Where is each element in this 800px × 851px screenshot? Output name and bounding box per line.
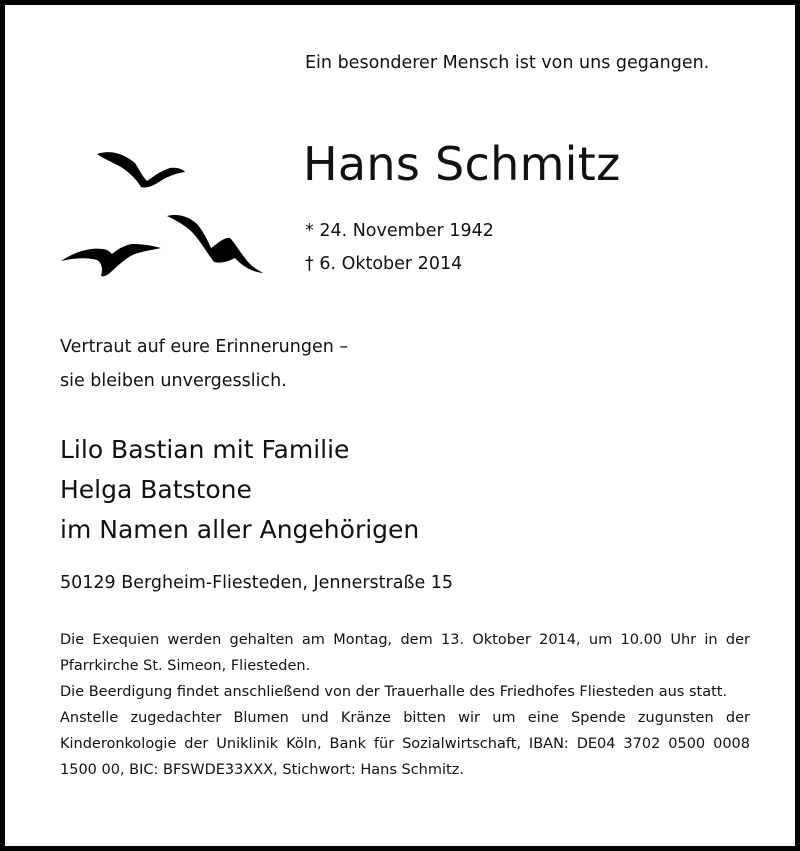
mourner-line: Helga Batstone [60,475,252,504]
bird-right [167,215,263,273]
funeral-mass-text: Die Exequien werden gehalten am Montag, dem 13. Oktober 2014, um 10.00 Uhr in der Pfarrkirche St. Simeon, Fliesteden. [60,632,750,674]
flying-birds-icon [57,143,267,283]
family-address: 50129 Bergheim-Fliesteden, Jennerstraße 15 [60,573,454,593]
intro-line: Ein besonderer Mensch ist von uns gegangen. [305,53,710,73]
mourner-line: Lilo Bastian mit Familie [60,435,350,464]
deceased-name: Hans Schmitz [303,137,621,191]
quote-line-2: sie bleiben unvergesslich. [60,371,287,391]
burial-text: Die Beerdigung findet anschließend von der Trauerhalle des Friedhofes Fliesteden aus statt. [60,684,728,700]
quote-line-1: Vertraut auf eure Erinnerungen – [60,337,349,357]
bird-bottom-left [61,244,161,276]
donation-text: Anstelle zugedachter Blumen und Kränze bitten wir um eine Spende zugunsten der Kinderonkologie der Uniklinik Köln, Bank für Sozialwirtschaft, IBAN: DE04 3702 0500 0008 1500 00, BIC: BFSWDE33XXX, Stichwort: Hans Schmitz. [60,710,750,778]
birth-date: * 24. November 1942 [305,221,494,241]
mourner-line: im Namen aller Angehörigen [60,515,420,544]
bird-top-left [97,152,185,187]
death-date: † 6. Oktober 2014 [305,254,463,274]
service-details [60,627,750,783]
